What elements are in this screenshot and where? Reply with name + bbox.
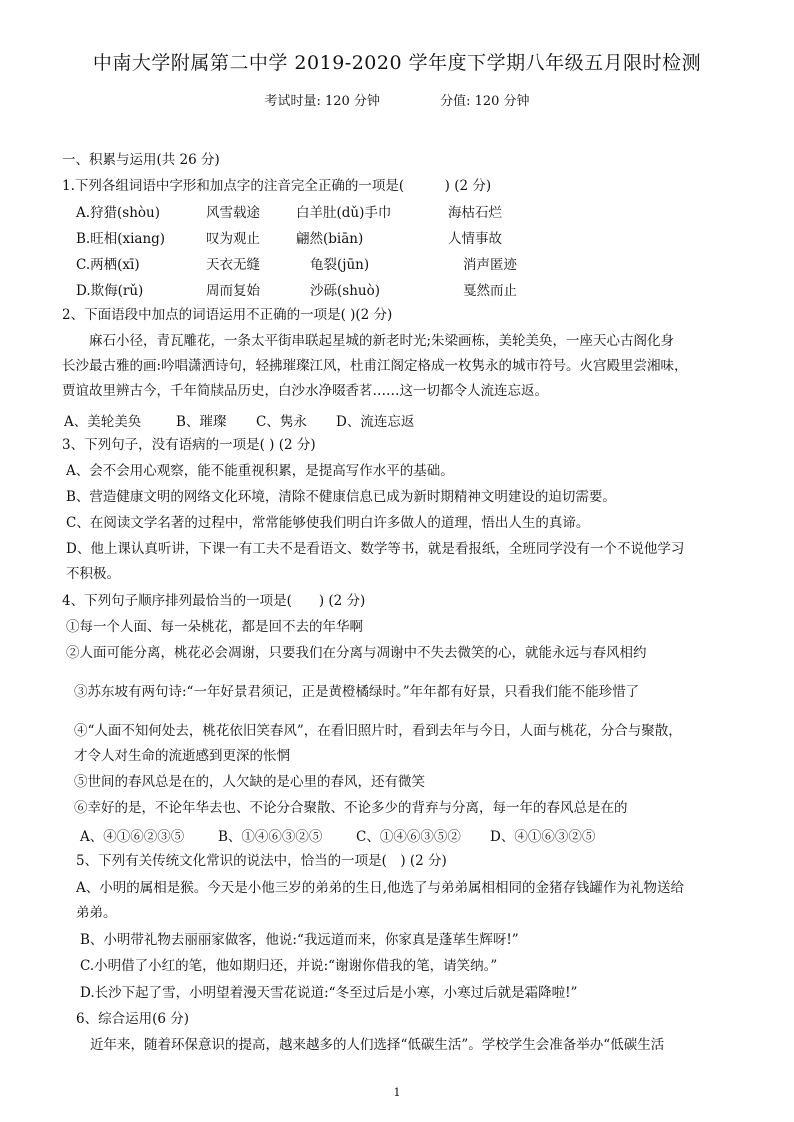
q1-d-3: 沙砾(shuò) [310, 283, 380, 299]
q1-a-2: 风雪载途 [206, 205, 260, 221]
q4-option-d: D、④①⑥③②⑤ [490, 829, 596, 845]
q4-option-c: C、①④⑥③⑤② [356, 829, 461, 845]
q2-option-d: D、流连忘返 [336, 414, 415, 430]
q1-d-2: 周而复始 [206, 283, 260, 299]
q4-option-b: B、①④⑥③②⑤ [218, 829, 323, 845]
q5-stem: 5、下列有关传统文化常识的说法中，恰当的一项是( ) (2 分) [76, 853, 447, 869]
q1-c-3: 龟裂(jūn) [310, 257, 370, 273]
q4-sentence-4-1: ④“人面不知何处去，桃花依旧笑春风”，在看旧照片时，看到去年与今日，人面与桃花，分合与聚散， [74, 723, 682, 739]
q1-c-4: 消声匿迹 [463, 257, 517, 273]
q4-sentence-1: ①每一个人面、每一朵桃花，都是回不去的年华啊 [66, 619, 363, 635]
q4-sentence-2: ②人面可能分离，桃花必会凋谢，只要我们在分离与凋谢中不失去微笑的心，就能永远与春风相约 [66, 645, 647, 661]
exam-time: 考试时量: 120 分钟 [264, 94, 380, 109]
q2-passage-3: 贾谊故里辨古今，千年简牍品历史，白沙水净啜香茗……这一切都令人流连忘返。 [62, 383, 548, 399]
q3-option-d-2: 不积极。 [66, 566, 120, 582]
q2-stem: 2、下面语段中加点的词语运用不正确的一项是( )(2 分) [62, 307, 393, 323]
exam-score: 分值: 120 分钟 [440, 94, 530, 109]
q1-d-4: 戛然而止 [463, 283, 517, 299]
exam-title: 中南大学附属第二中学 2019-2020 学年度下学期八年级五月限时检测 [92, 52, 702, 74]
q4-sentence-5: ⑤世间的春风总是在的，人欠缺的是心里的春风，还有微笑 [74, 774, 425, 790]
q5-option-b: B、小明带礼物去丽丽家做客，他说:“我远道而来，你家真是蓬荜生辉呀!” [80, 932, 519, 948]
q1-b-4: 人情事故 [448, 231, 502, 247]
q4-sentence-4-2: 才令人对生命的流逝感到更深的怅惘 [74, 748, 290, 764]
q3-option-a: A、会不会用心观察，能不能重视积累，是提高写作水平的基础。 [66, 463, 454, 479]
exam-info [0, 90, 794, 109]
q1-a-4: 海枯石烂 [448, 205, 502, 221]
q1-c-1: C.两栖(xī) [76, 257, 140, 273]
q3-stem: 3、下列句子，没有语病的一项是( ) (2 分) [62, 437, 316, 453]
q4-stem: 4、下列句子顺序排列最恰当的一项是( ) (2 分) [62, 593, 366, 609]
q2-passage-2: 长沙最古雅的画:吟唱潇洒诗句，轻拂璀璨江风，杜甫江阁定格成一枚隽永的城市符号。火宫殿里尝湘味， [62, 358, 688, 374]
q1-c-2: 天衣无缝 [206, 257, 260, 273]
q2-option-c: C、隽永 [256, 414, 307, 430]
q1-a-1: A.狩猎(shòu) [76, 205, 161, 221]
q3-option-d-1: D、他上课认真听讲，下课一有工夫不是看语文、数学等书，就是看报纸，全班同学没有一个不说他学习 [66, 541, 685, 557]
q3-option-c: C、在阅读文学名著的过程中，常常能够使我们明白许多做人的道理，悟出人生的真谛。 [66, 515, 590, 531]
section-heading: 一、积累与运用(共 26 分) [62, 152, 220, 168]
page-number: 1 [393, 1086, 401, 1099]
q6-passage-1: 近年来，随着环保意识的提高，越来越多的人们选择“低碳生活”。学校学生会准备举办“低碳生活 [90, 1037, 665, 1053]
q1-b-2: 叹为观止 [206, 231, 260, 247]
q1-a-3: 白羊肚(dǔ)手巾 [296, 205, 392, 221]
q4-option-a: A、④①⑥②③⑤ [80, 829, 185, 845]
q4-sentence-6: ⑥幸好的是，不论年华去也、不论分合聚散、不论多少的背弃与分离，每一年的春风总是在的 [74, 800, 628, 816]
q1-d-1: D.欺侮(rǔ) [76, 283, 144, 299]
q5-option-a-1: A、小明的属相是猴。今天是小他三岁的弟弟的生日,他选了与弟弟属相相同的金猪存钱罐作为礼物送给 [76, 880, 685, 896]
q3-option-b: B、营造健康文明的网络文化环境，清除不健康信息已成为新时期精神文明建设的迫切需要。 [66, 489, 616, 505]
q2-option-a: A、美轮美奂 [64, 414, 142, 430]
q6-stem: 6、综合运用(6 分) [76, 1011, 190, 1027]
q2-option-b: B、璀璨 [176, 414, 227, 430]
q1-b-3: 翩然(biān) [296, 231, 364, 247]
q4-sentence-3: ③苏东坡有两句诗:“一年好景君须记，正是黄橙橘绿时。”年年都有好景，只看我们能不能珍惜了 [74, 684, 640, 700]
q1-b-1: B.旺相(xiang) [76, 231, 166, 247]
q5-option-c: C.小明借了小红的笔，他如期归还，并说:“谢谢你借我的笔，请笑纳。” [80, 958, 498, 974]
q5-option-d: D.长沙下起了雪，小明望着漫天雪花说道:“冬至过后是小寒，小寒过后就是霜降啦!” [80, 985, 578, 1001]
q2-passage-1: 麻石小径，青瓦雕花，一条太平街串联起星城的新老时光;朱梁画栋，美轮美奂，一座天心古阁化身 [89, 333, 675, 349]
q1-stem: 1.下列各组词语中字形和加点字的注音完全正确的一项是( ) (2 分) [62, 178, 492, 194]
q5-option-a-2: 弟弟。 [76, 905, 117, 921]
